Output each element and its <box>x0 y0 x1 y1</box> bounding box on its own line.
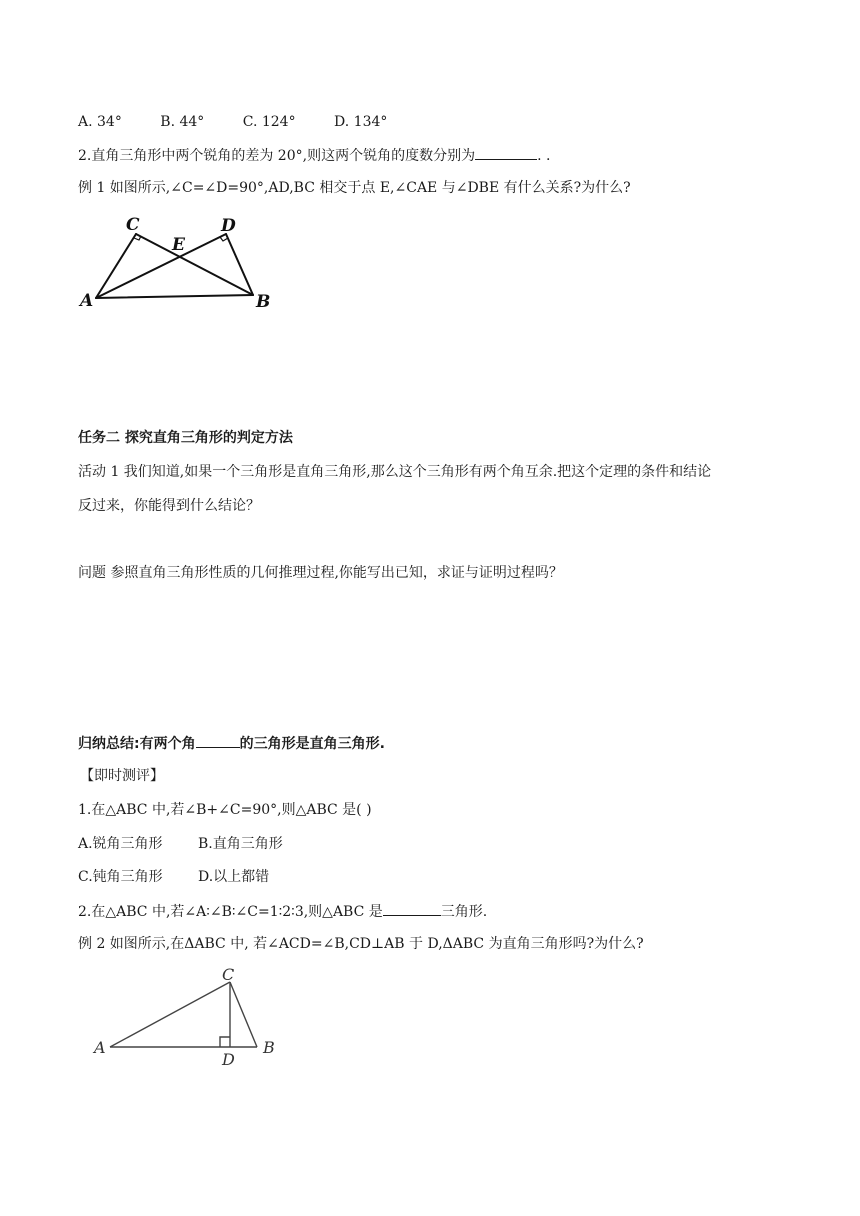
label-d: D <box>221 216 236 236</box>
label-e: E <box>172 235 185 255</box>
q1-options <box>78 112 421 132</box>
quiz-2-text: 2.在△ABC 中,若∠A∶∠B∶∠C=1∶2∶3,则△ABC 是 <box>78 904 383 920</box>
label-a: A <box>80 291 94 311</box>
answer-blank[interactable] <box>475 145 537 160</box>
q1-option-a: A. 34° <box>78 114 122 130</box>
question-2-text: 2.直角三角形中两个锐角的差为 20°,则这两个锐角的度数分别为 <box>78 148 476 164</box>
label-b: B <box>263 1038 275 1057</box>
example-2-figure <box>92 965 292 1070</box>
quiz-1-stem: 1.在△ABC 中,若∠B+∠C=90°,则△ABC 是( ) <box>78 802 372 818</box>
q1-option-d: D. 134° <box>334 114 388 130</box>
segment-db <box>226 234 253 295</box>
summary-blank[interactable] <box>196 733 240 748</box>
task-2-title: 任务二 探究直角三角形的判定方法 <box>78 430 293 446</box>
example-2-text: 例 2 如图所示,在ΔABC 中, 若∠ACD=∠B,CD⊥AB 于 D,ΔABC 为直角三角形吗?为什么? <box>78 936 644 952</box>
right-angle-mark-d <box>220 1037 230 1047</box>
example-1-text: 例 1 如图所示,∠C=∠D=90°,AD,BC 相交于点 E,∠CAE 与∠DBE 有什么关系?为什么? <box>78 180 631 196</box>
segment-ac <box>110 982 230 1047</box>
quiz-1-option-c: C.钝角三角形 <box>78 869 163 885</box>
q1-option-b: B. 44° <box>160 114 205 130</box>
label-c: C <box>126 215 140 235</box>
label-c: C <box>222 965 235 984</box>
question-text: 问题 参照直角三角形性质的几何推理过程,你能写出已知，求证与证明过程吗？ <box>78 565 563 581</box>
q1-option-c: C. 124° <box>242 114 296 130</box>
quiz-2-blank[interactable] <box>383 901 441 916</box>
question-2-end: . . <box>537 148 551 164</box>
summary <box>78 733 385 754</box>
quiz-1-option-a: A.锐角三角形 <box>78 836 163 852</box>
summary-end: 的三角形是直角三角形. <box>239 736 385 752</box>
quiz-1-option-b: B.直角三角形 <box>198 836 283 852</box>
quiz-2-end: 三角形. <box>440 904 488 920</box>
quiz-2 <box>78 901 487 922</box>
activity-1-line-1: 活动 1 我们知道,如果一个三角形是直角三角形,那么这个三角形有两个角互余.把这个定理的条件和结论 <box>78 464 712 480</box>
summary-text: 归纳总结:有两个角 <box>78 736 196 752</box>
example-1-figure <box>80 214 280 314</box>
segment-cb <box>230 982 257 1047</box>
label-b: B <box>256 292 271 312</box>
question-2 <box>78 145 550 166</box>
label-a: A <box>94 1038 106 1057</box>
segment-cb <box>136 234 253 295</box>
activity-1-line-2: 反过来，你能得到什么结论？ <box>78 498 260 514</box>
label-d: D <box>222 1050 235 1069</box>
quiz-1-options-row-2 <box>78 867 269 887</box>
segment-ab <box>96 295 253 298</box>
quiz-title: 【即时测评】 <box>80 768 164 784</box>
quiz-1-options-row-1 <box>78 834 283 854</box>
quiz-1-option-d: D.以上都错 <box>198 869 270 885</box>
